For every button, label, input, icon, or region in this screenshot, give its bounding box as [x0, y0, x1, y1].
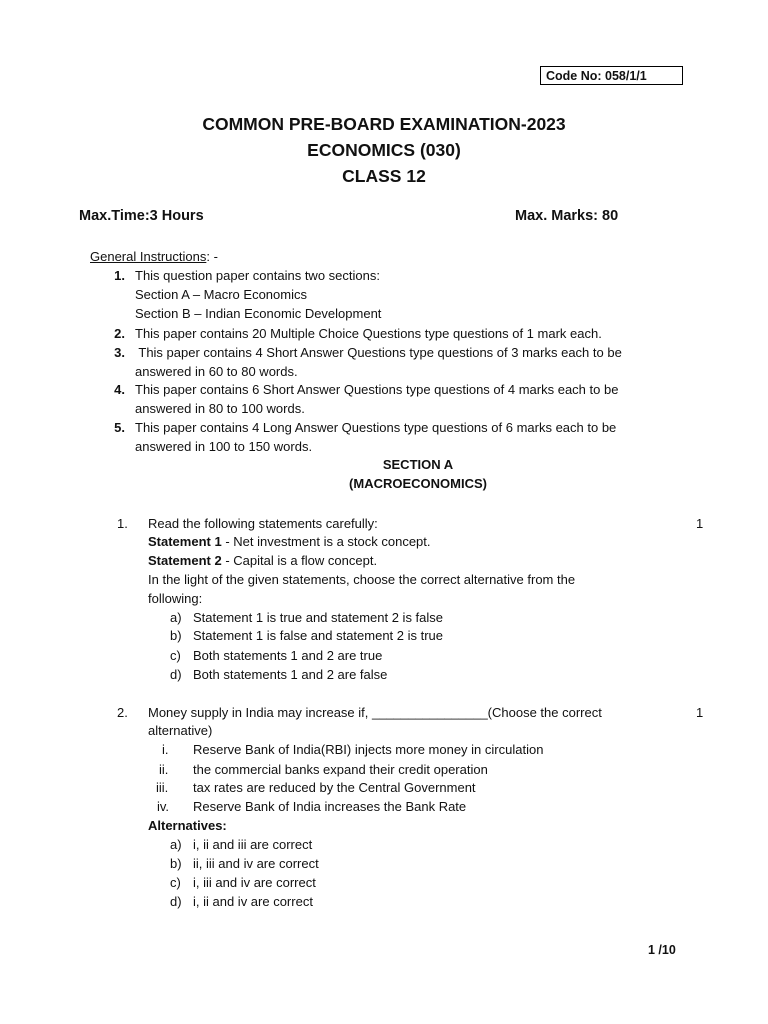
instruction-number: 2.	[114, 326, 125, 341]
roman-item-text: Reserve Bank of India(RBI) injects more money in circulation	[193, 742, 544, 757]
instruction-text: This paper contains 4 Long Answer Questions type questions of 6 marks each to be	[135, 420, 617, 435]
option-text: Both statements 1 and 2 are true	[193, 648, 383, 663]
instruction-text: answered in 100 to 150 words.	[135, 439, 313, 454]
option-text: Both statements 1 and 2 are false	[193, 667, 388, 682]
class-title: CLASS 12	[342, 166, 426, 186]
section-title: SECTION A	[382, 457, 454, 472]
question-text: Money supply in India may increase if, ________________(Choose the correct	[148, 705, 602, 720]
option-label: d)	[170, 667, 182, 682]
question-number: 2.	[117, 705, 128, 720]
instruction-number: 1.	[114, 268, 125, 283]
max-time: Max.Time:3 Hours	[79, 208, 204, 224]
question-marks: 1	[696, 705, 704, 720]
question-marks: 1	[696, 516, 704, 531]
roman-item-label: iv.	[157, 799, 170, 814]
roman-item-label: ii.	[159, 762, 169, 777]
instruction-text: answered in 80 to 100 words.	[135, 401, 305, 416]
option-label: a)	[170, 610, 182, 625]
option-text: i, iii and iv are correct	[193, 875, 316, 890]
instruction-text: This question paper contains two sections:	[135, 268, 380, 283]
instruction-number: 4.	[114, 382, 125, 397]
instruction-text: This paper contains 6 Short Answer Questions type questions of 4 marks each to be	[135, 382, 619, 397]
instruction-number: 3.	[114, 345, 125, 360]
option-label: a)	[170, 837, 182, 852]
question-prompt: In the light of the given statements, choose the correct alternative from the	[148, 572, 576, 587]
option-label: b)	[170, 856, 182, 871]
instruction-text: This paper contains 20 Multiple Choice Questions type questions of 1 mark each.	[135, 326, 602, 341]
max-marks: Max. Marks: 80	[515, 208, 619, 224]
question-text: Read the following statements carefully:	[148, 516, 378, 531]
option-label: b)	[170, 628, 182, 643]
roman-item-label: i.	[162, 742, 169, 757]
statement-1: Statement 1 - Net investment is a stock concept.	[148, 534, 431, 549]
option-text: Statement 1 is true and statement 2 is false	[193, 610, 444, 625]
instruction-text: Section A – Macro Economics	[135, 287, 307, 302]
option-text: Statement 1 is false and statement 2 is true	[193, 628, 444, 643]
subject-title: ECONOMICS (030)	[307, 140, 461, 160]
option-text: ii, iii and iv are correct	[193, 856, 319, 871]
roman-item-text: tax rates are reduced by the Central Government	[193, 780, 476, 795]
option-label: c)	[170, 648, 181, 663]
instruction-text: answered in 60 to 80 words.	[135, 364, 298, 379]
exam-title: COMMON PRE-BOARD EXAMINATION-2023	[202, 114, 566, 134]
instructions-heading: General Instructions: -	[90, 249, 218, 264]
question-prompt: following:	[148, 591, 203, 606]
statement-2: Statement 2 - Capital is a flow concept.	[148, 553, 378, 568]
roman-item-text: Reserve Bank of India increases the Bank Rate	[193, 799, 467, 814]
instruction-text: This paper contains 4 Short Answer Questions type questions of 3 marks each to be	[135, 345, 622, 360]
question-number: 1.	[117, 516, 128, 531]
question-text: alternative)	[148, 723, 213, 738]
instruction-number: 5.	[114, 420, 125, 435]
option-text: i, ii and iii are correct	[193, 837, 313, 852]
page-number: 1 /10	[648, 943, 676, 957]
roman-item-text: the commercial banks expand their credit operation	[193, 762, 488, 777]
option-text: i, ii and iv are correct	[193, 894, 313, 909]
section-subtitle: (MACROECONOMICS)	[349, 476, 487, 491]
instruction-text: Section B – Indian Economic Development	[135, 306, 382, 321]
code-number-box: Code No: 058/1/1	[540, 66, 683, 85]
option-label: d)	[170, 894, 182, 909]
roman-item-label: iii.	[156, 780, 169, 795]
option-label: c)	[170, 875, 181, 890]
alternatives-heading: Alternatives:	[148, 818, 227, 833]
